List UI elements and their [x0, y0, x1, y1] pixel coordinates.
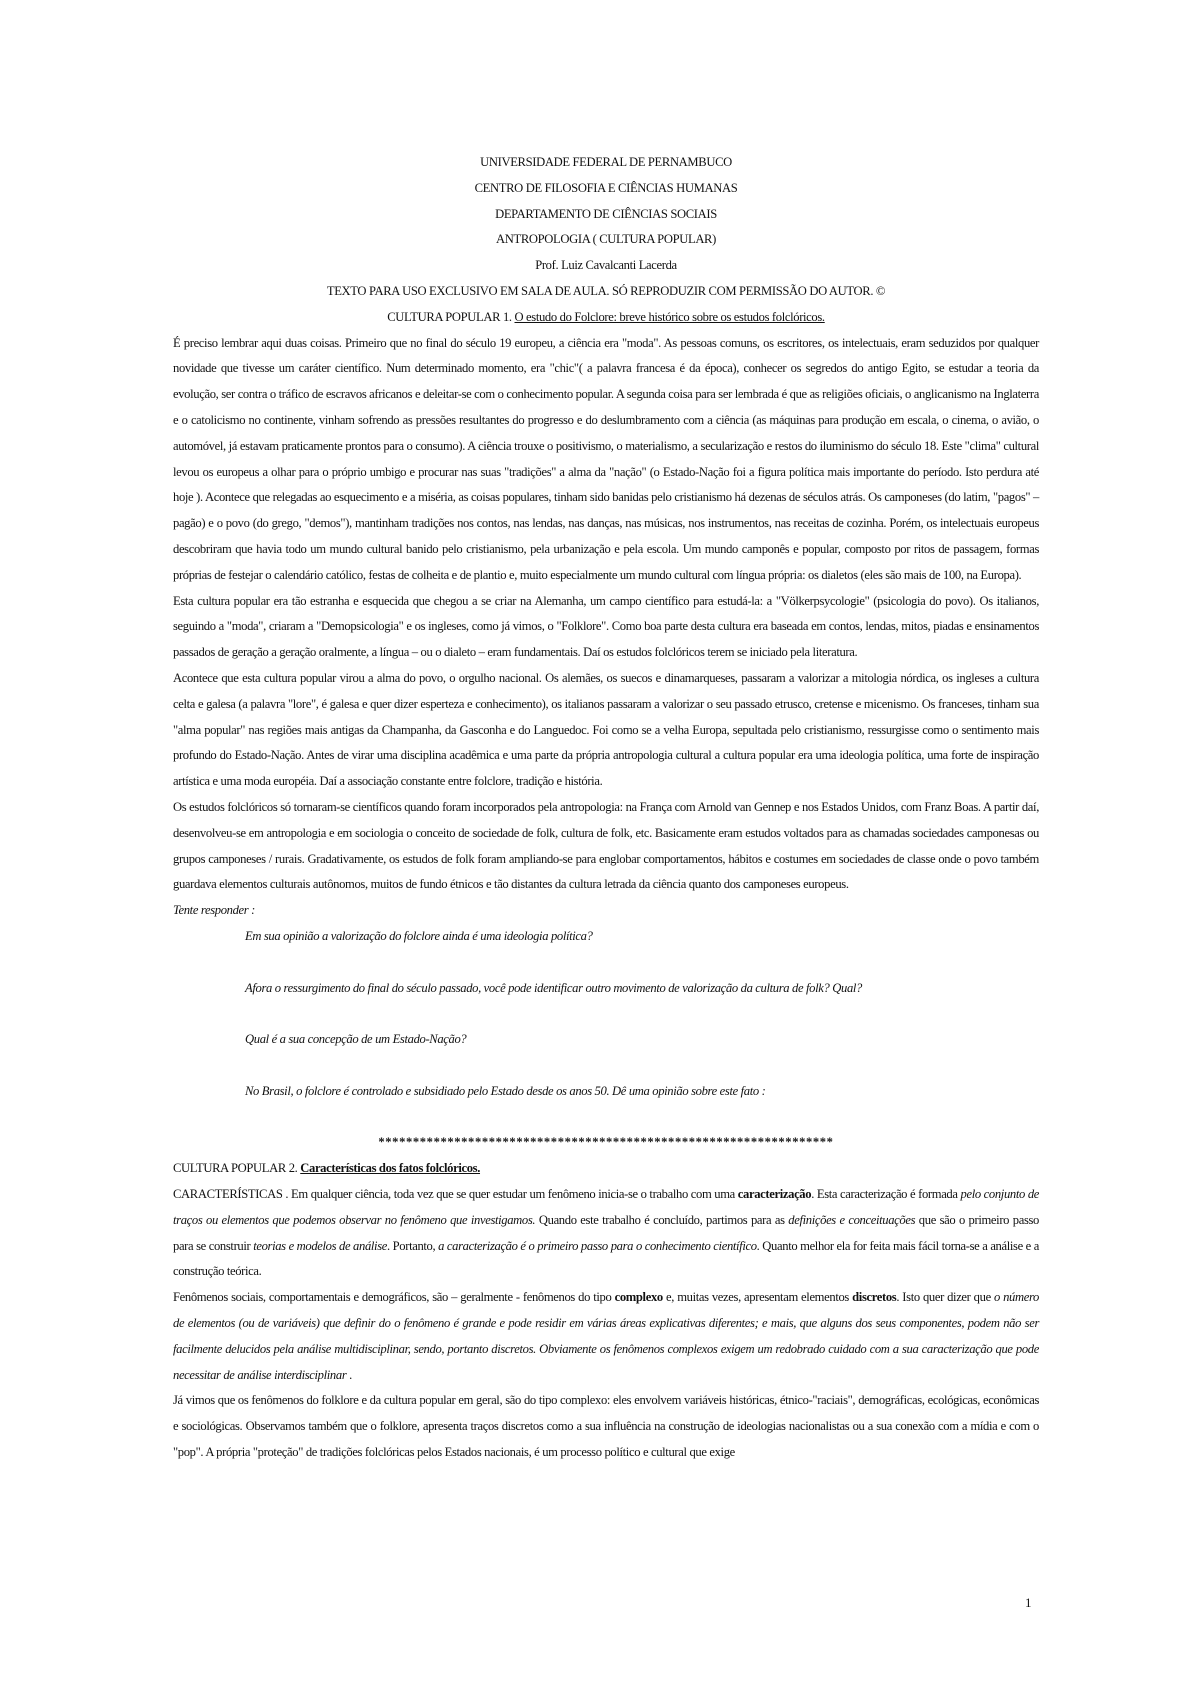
- section2-paragraph-3: Já vimos que os fenômenos do folklore e da cultura popular em geral, são do tipo complexo: eles envolvem variáveis históricas, étnico-"raciais", demográficas, ecológicas, econômicas e sociológicas. Observamos também que o folklore, apresenta traços discretos como a sua influência na construção de ideologias nacionalistas ou a sua conexão com a mídia e com o "pop". A própria "proteção" de tradições folclóricas pelos Estados nacionais, é um processo político e cultural que exige: [173, 1393, 1039, 1460]
- section2-title: [173, 1156, 1039, 1182]
- text-run: .: [346, 1367, 352, 1382]
- section1-paragraph-3: Acontece que esta cultura popular virou a alma do povo, o orgulho nacional. Os alemães, os suecos e dinamarqueses, passaram a valorizar a mitologia nórdica, os ingleses a cultura celta e galesa (a palavra "lore", é galesa e quer dizer esperteza e conhecimento), os italianos passaram a valorizar o seu passado etrusco, cretense e micenismo. Os franceses, tinham sua "alma popular" nas regiões mais antigas da Champanha, da Gasconha e do Languedoc. Foi como se a velha Europa, sepultada pelo cristianismo, ressurgisse como o sentimento mais profundo do Estado-Nação. Antes de virar uma disciplina acadêmica e uma parte da própria antropologia cultural a cultura popular era uma ideologia política, uma forte de inspiração artística e uma moda européia. Daí a associação constante entre folclore, tradição e história.: [173, 670, 1039, 789]
- header-copyright-notice: TEXTO PARA USO EXCLUSIVO EM SALA DE AULA. SÓ REPRODUZIR COM PERMISSÃO DO AUTOR. ©: [326, 283, 886, 298]
- section-separator: ******************************************************************: [378, 1135, 834, 1150]
- text-run-italic: a caracterização é o primeiro passo para o conhecimento científico: [438, 1238, 757, 1253]
- text-run: CARACTERÍSTICAS . Em qualquer ciência, toda vez que se quer estudar um fenômeno inicia-se o trabalho com uma: [173, 1187, 738, 1202]
- text-run-italic: o número de elementos (ou de variáveis) que definir do o fenômeno é grande e pode residir em várias áreas explicativas diferentes; e mais, que alguns dos seus componentes, podem não ser facilmente delucidos pela análise multidisciplinar, sendo, portanto discretos. Obviamente os fenômenos complexos exigem um redobrado cuidado com a sua caracterização que pode necessitar de análise interdisciplinar: [173, 1290, 1040, 1382]
- header-center: CENTRO DE FILOSOFIA E CIÊNCIAS HUMANAS: [474, 180, 738, 195]
- section2-title-prefix: CULTURA POPULAR 2.: [173, 1161, 301, 1176]
- section2-paragraph-1: [173, 1182, 1039, 1285]
- text-run: e, muitas vezes, apresentam elementos: [662, 1290, 853, 1305]
- text-run: . Portanto,: [386, 1238, 439, 1253]
- section1-paragraph-2: Esta cultura popular era tão estranha e esquecida que chegou a se criar na Alemanha, um campo científico para estudá-la: a "Völkerpsycologie" (psicologia do povo). Os italianos, seguindo a "moda", criaram a "Demopsicologia" e os ingleses, como já vimos, o "Folklore". Como boa parte desta cultura era baseada em contos, lendas, mitos, piadas e ensinamentos passados de geração a geração oralmente, a língua – ou o dialeto – eram fundamentais. Daí os estudos folclóricos terem se iniciado pela literatura.: [173, 593, 1039, 660]
- section2-title-bold: Características dos fatos folclóricos.: [300, 1161, 481, 1176]
- questions-prompt: Tente responder :: [173, 903, 255, 918]
- text-run: . Esta caracterização é formada: [811, 1187, 961, 1202]
- section1-paragraph-4: Os estudos folclóricos só tornaram-se científicos quando foram incorporados pela antropologia: na França com Arnold van Gennep e nos Estados Unidos, com Franz Boas. A partir daí, desenvolveu-se em antropologia e em sociologia o conceito de sociedade de folk, cultura de folk, etc. Basicamente eram estudos voltados para as chamadas sociedades camponesas ou grupos camponeses / rurais. Gradativamente, os estudos de folk foram ampliando-se para englobar comportamentos, hábitos e costumes em sociedades de classe onde o povo também guardava elementos culturais autônomos, muitos de fundo étnicos e tão distantes da cultura letrada da ciência quanto dos camponeses europeus.: [173, 799, 1039, 892]
- question-4: No Brasil, o folclore é controlado e subsidiado pelo Estado desde os anos 50. Dê uma opinião sobre este fato :: [245, 1083, 766, 1098]
- text-run: . Quanto melhor ela for feita mais fácil torna-se a análise e a construção teórica.: [173, 1238, 1039, 1279]
- section1-title-prefix: CULTURA POPULAR 1.: [387, 309, 515, 324]
- text-run-italic: pelo conjunto de traços ou elementos que podemos observar no fenômeno que investigamos.: [173, 1187, 1040, 1227]
- text-run: . Isto quer dizer que: [896, 1290, 994, 1305]
- question-3: Qual é a sua concepção de um Estado-Nação?: [245, 1032, 467, 1047]
- header-department: DEPARTAMENTO DE CIÊNCIAS SOCIAIS: [495, 206, 717, 221]
- text-run-bold: discretos: [852, 1290, 897, 1305]
- header-university: UNIVERSIDADE FEDERAL DE PERNAMBUCO: [480, 155, 732, 169]
- text-run: Quando este trabalho é concluído, partimos para as: [535, 1212, 789, 1227]
- page-number: 1: [1025, 1595, 1032, 1610]
- text-run: que são o primeiro passo para se construir: [173, 1212, 1039, 1253]
- questions-list: [173, 924, 1039, 1105]
- question-1: Em sua opinião a valorização do folclore ainda é uma ideologia política?: [245, 928, 593, 943]
- header-course: ANTROPOLOGIA ( CULTURA POPULAR): [496, 232, 716, 247]
- text-run-bold: complexo: [614, 1290, 663, 1305]
- section1-title-underlined: O estudo do Folclore: breve histórico sobre os estudos folclóricos.: [514, 309, 825, 324]
- document-header: [173, 150, 1039, 331]
- section1-title: [173, 305, 1039, 331]
- text-run-bold: caracterização: [737, 1187, 812, 1202]
- section1-paragraph-1: É preciso lembrar aqui duas coisas. Primeiro que no final do século 19 europeu, a ciência era "moda". As pessoas comuns, os escritores, os intelectuais, eram seduzidos por qualquer novidade que tivesse um caráter científico. Num determinado momento, era "chic"( a palavra francesa é da época), conhecer os segredos do antigo Egito, se estudar a teoria da evolução, ser contra o tráfico de escravos africanos e deleitar-se com o conhecimento popular. A segunda coisa para ser lembrada é que as religiões oficiais, o anglicanismo na Inglaterra e o catolicismo no continente, vinham sofrendo as pressões resultantes do progresso e do deslumbramento com a ciência (as máquinas para produção em escala, o cinema, o avião, o automóvel, já estavam praticamente prontos para o consumo). A ciência trouxe o positivismo, o materialismo, a secularização e restos do iluminismo do século 18. Este "clima" cultural levou os europeus a olhar para o próprio umbigo e procurar nas suas "tradições" a alma da "nação" (o Estado-Nação foi a figura política mais importante do período. Isto perdura até hoje ). Acontece que relegadas ao esquecimento e a miséria, as coisas populares, tinham sido banidas pelo cristianismo há dezenas de séculos atrás. Os camponeses (do latim, "pagos" – pagão) e o povo (do grego, "demos"), mantinham tradições nos contos, nas lendas, nas danças, nas músicas, nos instrumentos, nas receitas de cozinha. Porém, os intelectuais europeus descobriram que havia todo um mundo cultural banido pelo cristianismo, pela urbanização e pela escola. Um mundo camponês e popular, composto por ritos de passagem, formas próprias de festejar o calendário católico, festas de colheita e de plantio e, muito especialmente um mundo cultural com língua própria: os dialetos (eles são mais de 100, na Europa).: [173, 335, 1039, 582]
- section2-paragraph-2: [173, 1285, 1039, 1388]
- text-run: Fenômenos sociais, comportamentais e demográficos, são – geralmente - fenômenos do tipo: [173, 1290, 615, 1305]
- header-professor: Prof. Luiz Cavalcanti Lacerda: [535, 258, 677, 273]
- document-page: [173, 150, 1039, 1466]
- question-2: Afora o ressurgimento do final do século passado, você pode identificar outro movimento de valorização da cultura de folk? Qual?: [245, 980, 862, 995]
- text-run-italic: definições e conceituações: [788, 1212, 916, 1227]
- text-run-italic: teorias e modelos de análise: [253, 1238, 387, 1253]
